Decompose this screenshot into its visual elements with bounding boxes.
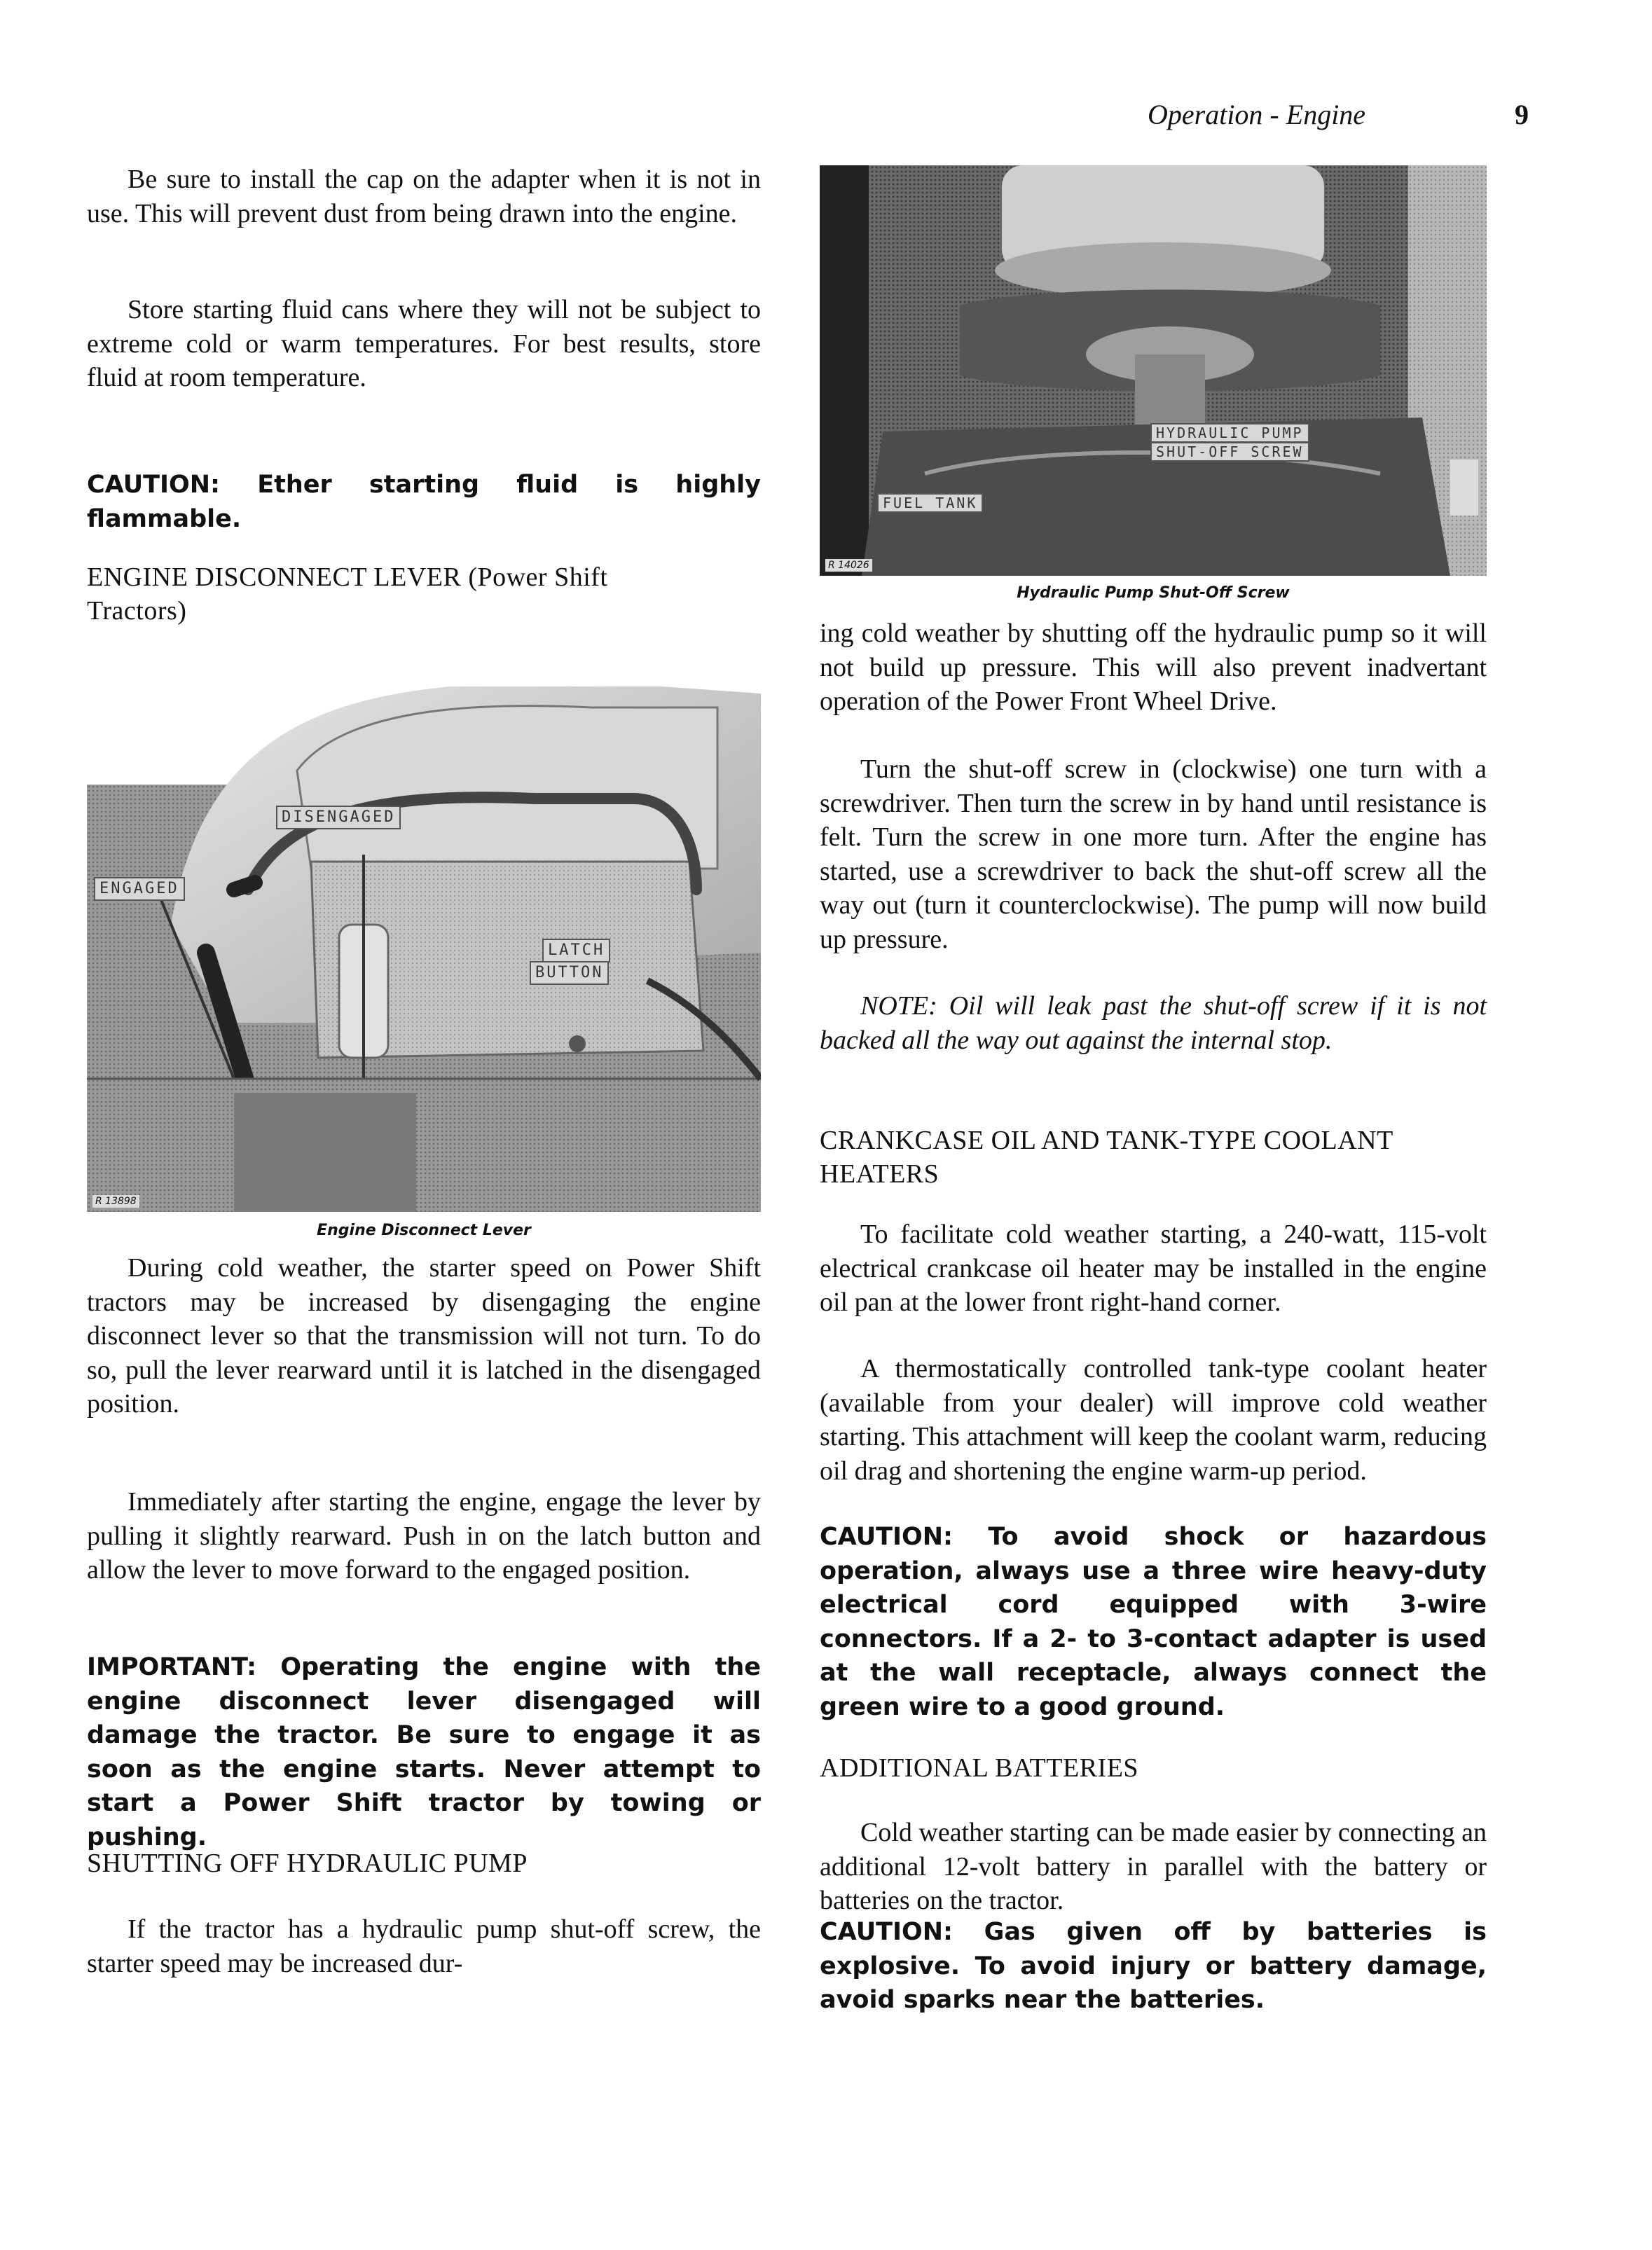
label-fuel-tank: FUEL TANK: [877, 493, 983, 513]
page-number: 9: [1515, 99, 1529, 130]
pump-photo-art: [820, 165, 1487, 576]
label-shut-off-screw: SHUT-OFF SCREW: [1150, 442, 1309, 462]
running-header: [1148, 98, 1512, 140]
paragraph-coolant-heater: A thermostatically controlled tank-type coolant heater (available from your dealer) will improve cold weather starting. This attachment will keep the coolant warm, reducing oil drag and shortening the engine warm-up period.: [820, 1354, 1487, 1486]
heading-crankcase-heaters: CRANKCASE OIL AND TANK-TYPE COOLANT HEATERS: [820, 1126, 1393, 1189]
caution-electrical: CAUTION: To avoid shock or hazardous operation, always use a three wire heavy-duty electrical cord equipped with 3-wire connectors. If a 2- to 3-contact adapter is used at the wall receptacle, always connect the green wire to a good ground.: [820, 1523, 1487, 1721]
label-hydraulic-pump: HYDRAULIC PUMP: [1150, 423, 1309, 443]
paragraph-cold-weather-disengage: During cold weather, the starter speed on Power Shift tractors may be increased by disengaging the engine disconnect lever so that the transmission will not turn. To do so, pull the lever rearward until it is latched in the disengaged position.: [87, 1253, 761, 1419]
paragraph-continuation: ing cold weather by shutting off the hydraulic pump so it will not build up pressure. This will also prevent inadvertant operation of the Power Front Wheel Drive.: [820, 619, 1487, 716]
paragraph-crankcase-heater: To facilitate cold weather starting, a 240-watt, 115-volt electrical crankcase oil heater may be installed in the engine oil pan at the lower front right-hand corner.: [820, 1220, 1487, 1317]
figure-ref-number: R 13898: [92, 1195, 139, 1208]
figure-ref-number: R 14026: [825, 559, 872, 572]
hydraulic-pump-photo: [820, 165, 1487, 576]
paragraph-turn-screw: Turn the shut-off screw in (clockwise) one turn with a screwdriver. Then turn the screw in by hand until resistance is felt. Turn the screw in one more turn. After the engine has started, use a screwdriver to back the shut-off screw all the way out (turn it counterclockwise). The pump will now build up pressure.: [820, 754, 1487, 954]
lever-photo-art: [87, 658, 761, 1212]
engine-disconnect-lever-photo: [87, 658, 761, 1212]
section-title: Operation - Engine: [1148, 99, 1366, 130]
paragraph-cap-adapter: Be sure to install the cap on the adapter when it is not in use. This will prevent dust from being drawn into the engine.: [87, 165, 761, 228]
paragraph-store-fluid: Store starting fluid cans where they will not be subject to extreme cold or warm temperatures. For best results, store fluid at room temperature.: [87, 295, 761, 392]
label-disengaged: DISENGAGED: [276, 806, 401, 829]
paragraph-engage-lever: Immediately after starting the engine, engage the lever by pulling it slightly rearward. Push in on the latch button and allow the lever to move forward to the engaged position.: [87, 1487, 761, 1585]
label-latch: LATCH: [542, 939, 610, 962]
heading-additional-batteries: ADDITIONAL BATTERIES: [820, 1753, 1139, 1783]
caption-hydraulic-pump: Hydraulic Pump Shut-Off Screw: [1017, 584, 1290, 602]
caution-flammable: CAUTION: Ether starting fluid is highly flammable.: [87, 471, 761, 533]
heading-engine-disconnect: ENGINE DISCONNECT LEVER (Power Shift Tractors): [87, 562, 608, 626]
label-engaged: ENGAGED: [94, 877, 185, 901]
important-notice: IMPORTANT: Operating the engine with the engine disconnect lever disengaged will damage the tractor. Be sure to engage it as soon as the engine starts. Never attempt to start a Power Shift tractor by towing or pushing.: [87, 1653, 761, 1851]
label-button: BUTTON: [530, 961, 609, 985]
paragraph-batteries: Cold weather starting can be made easier by connecting an additional 12-volt battery in parallel with the battery or batteries on the tractor.: [820, 1818, 1487, 1915]
paragraph-hydraulic-shutoff: If the tractor has a hydraulic pump shut-off screw, the starter speed may be increased dur-: [87, 1914, 761, 1978]
heading-hydraulic-pump: SHUTTING OFF HYDRAULIC PUMP: [87, 1849, 528, 1878]
caption-engine-disconnect-lever: Engine Disconnect Lever: [317, 1222, 531, 1239]
caution-batteries: CAUTION: Gas given off by batteries is explosive. To avoid injury or battery damage, avoid sparks near the batteries.: [820, 1918, 1487, 2014]
note-oil-leak: NOTE: Oil will leak past the shut-off screw if it is not backed all the way out against the internal stop.: [820, 991, 1487, 1055]
